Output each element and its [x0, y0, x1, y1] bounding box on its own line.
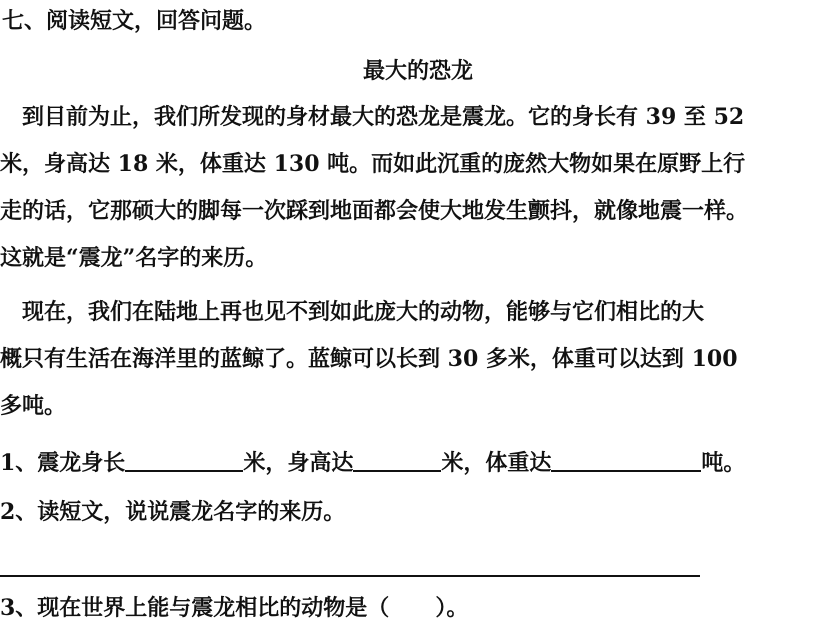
section-heading: 七、阅读短文，回答问题。 [2, 8, 267, 34]
question-1-text-d: 吨。 [701, 450, 746, 476]
question-2: 2、读短文，说说震龙名字的来历。 [0, 499, 346, 525]
question-1 [0, 446, 745, 478]
question-1-text-c: 米，体重达 [441, 450, 552, 476]
passage-line-5: 现在，我们在陆地上再也见不到如此庞大的动物，能够与它们相比的大 [0, 299, 705, 325]
height-answer-blank[interactable] [353, 448, 441, 472]
passage-title: 最大的恐龙 [362, 58, 473, 84]
question-3 [0, 593, 468, 623]
passage-line-2: 米，身高达 18 米，体重达 130 吨。而如此沉重的庞然大物如果在原野上行 [0, 151, 746, 177]
question-3-text-b: ）。 [435, 595, 469, 621]
question-3-text-a: 3、现在世界上能与震龙相比的动物是（ [0, 595, 390, 621]
length-answer-blank[interactable] [125, 448, 243, 472]
question-2-answer-line[interactable] [0, 575, 700, 577]
passage-line-7: 多吨。 [0, 393, 67, 419]
passage-line-1: 到目前为止，我们所发现的身材最大的恐龙是震龙。它的身长有 39 至 52 [0, 104, 745, 130]
question-1-text-a: 1、震龙身长 [0, 450, 126, 476]
passage-line-3: 走的话，它那硕大的脚每一次踩到地面都会使大地发生颤抖，就像地震一样。 [0, 198, 749, 224]
question-1-text-b: 米，身高达 [243, 450, 354, 476]
passage-line-4: 这就是“震龙”名字的来历。 [0, 245, 268, 271]
weight-answer-blank[interactable] [551, 448, 701, 472]
passage-line-6: 概只有生活在海洋里的蓝鲸了。蓝鲸可以长到 30 多米，体重可以达到 100 [0, 346, 738, 372]
